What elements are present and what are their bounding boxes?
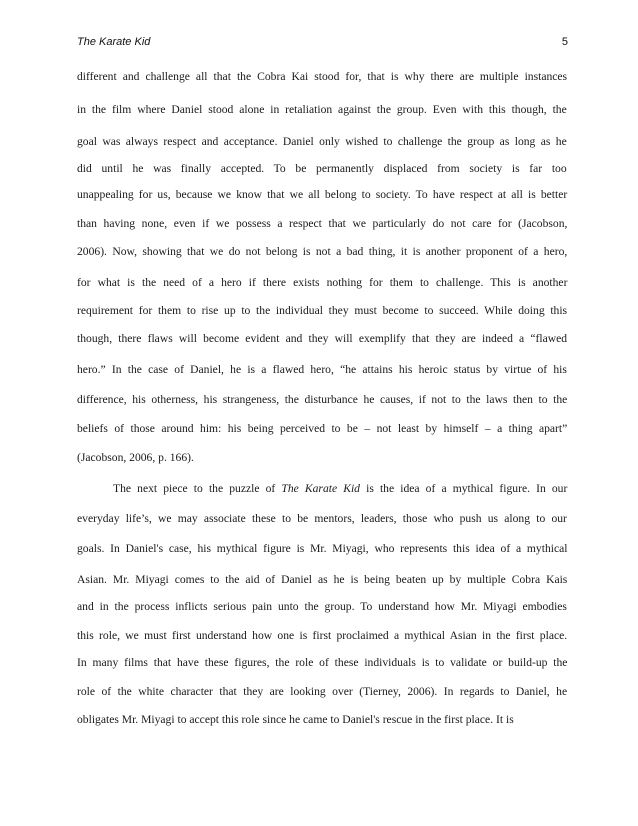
paragraph-2-line-3: goals. In Daniel's case, his mythical figure is Mr. Miyagi, who represents this idea of a mythical xyxy=(77,542,568,555)
paragraph-1-line-4: did until he was finally accepted. To be permanently displaced from society is far too xyxy=(77,162,567,175)
paragraph-1-line-9: requirement for them to rise up to the individual they must become to succeed. While doing this xyxy=(77,304,568,317)
paragraph-1-line-12: difference, his otherness, his strangeness, the disturbance he causes, if not to the laws then to the xyxy=(77,393,568,406)
paragraph-2-line-5: and in the process inflicts serious pain unto the group. To understand how Mr. Miyagi embodies xyxy=(77,600,567,613)
paragraph-2-line-7: In many films that have these figures, the role of these individuals is to validate or build-up the xyxy=(77,656,568,669)
page-number: 5 xyxy=(561,36,568,48)
paragraph-1-line-2: in the film where Daniel stood alone in retaliation against the group. Even with this though, the xyxy=(77,103,567,116)
paragraph-1-line-10: though, there flaws will become evident and they will exemplify that they are indeed a “flawed xyxy=(77,332,568,345)
paragraph-2-line-2: everyday life’s, we may associate these to be mentors, leaders, those who push us along to our xyxy=(77,512,567,525)
paragraph-2-text-before-title: The next piece to the puzzle of xyxy=(113,482,282,495)
paragraph-1-line-7: 2006). Now, showing that we do not belong is not a bad thing, it is another proponent of a hero, xyxy=(77,245,568,258)
paragraph-1-line-5: unappealing for us, because we know that we all belong to society. To have respect at all is better xyxy=(77,188,568,201)
paragraph-1-line-1: different and challenge all that the Cobra Kai stood for, that is why there are multiple instances xyxy=(77,70,568,83)
paragraph-1-line-13: beliefs of those around him: his being perceived to be – not least by himself – a thing apart” xyxy=(77,422,568,435)
paragraph-1-line-3: goal was always respect and acceptance. Daniel only wished to challenge the group as long as he xyxy=(77,135,567,148)
paragraph-1-line-14: (Jacobson, 2006, p. 166). xyxy=(77,451,194,464)
paragraph-2-line-1 xyxy=(113,482,567,496)
film-title-italic: The Karate Kid xyxy=(281,482,360,495)
paragraph-2-line-6: this role, we must first understand how one is first proclaimed a mythical Asian in the first place. xyxy=(77,629,568,642)
paragraph-1-line-11: hero.” In the case of Daniel, he is a flawed hero, “he attains his heroic status by virtue of his xyxy=(77,363,567,376)
page-header xyxy=(77,36,568,52)
paragraph-1-line-6: than having none, even if we possess a respect that we particularly do not care for (Jacobson, xyxy=(77,217,568,230)
paragraph-2-line-4: Asian. Mr. Miyagi comes to the aid of Daniel as he is being beaten up by multiple Cobra Kais xyxy=(77,573,568,586)
paragraph-1-line-8: for what is the need of a hero if there exists nothing for them to challenge. This is another xyxy=(77,276,568,289)
header-title: The Karate Kid xyxy=(77,36,151,48)
paragraph-2-line-9: obligates Mr. Miyagi to accept this role since he came to Daniel's rescue in the first place. It is xyxy=(77,713,514,726)
paragraph-2-text-after-title: is the idea of a mythical figure. In our xyxy=(359,482,568,495)
paragraph-2-line-8: role of the white character that they are looking over (Tierney, 2006). In regards to Daniel, he xyxy=(77,685,568,698)
